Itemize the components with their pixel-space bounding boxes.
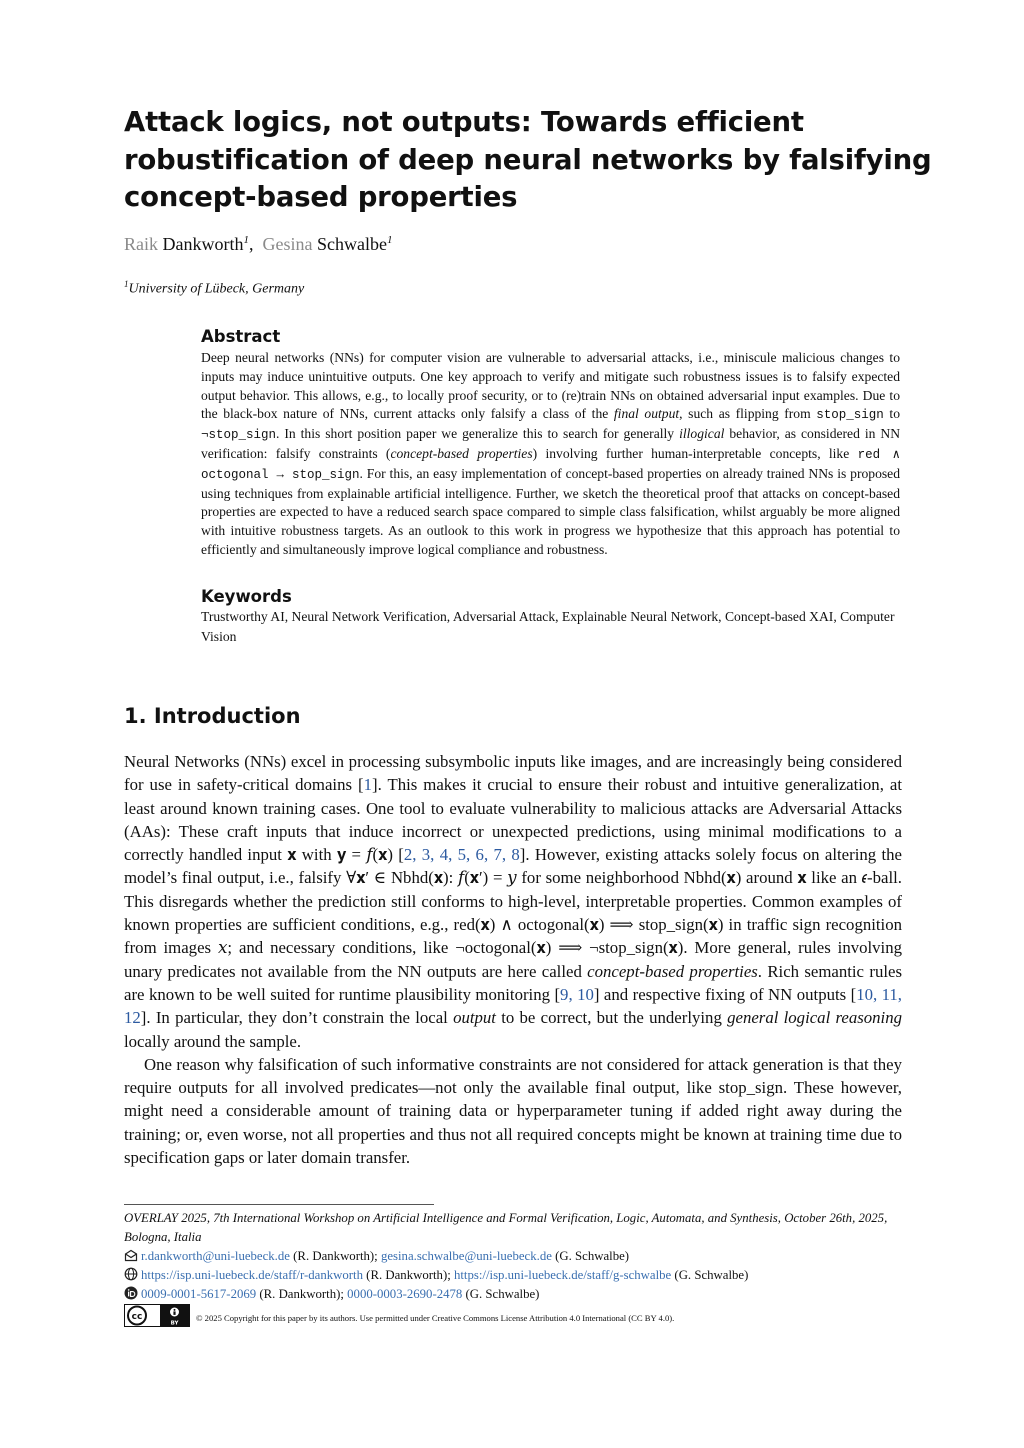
orcid-icon [124,1286,138,1306]
affiliation [124,279,304,298]
introduction-body [124,750,902,1169]
citation-link[interactable]: 1 [363,775,372,795]
footnote-urls: https://isp.uni-luebeck.de/staff/r-dankworth (R. Dankworth); https://isp.uni-luebeck.de/staff/g-schwalbe (G. Schwalbe) [124,1266,909,1287]
globe-icon [124,1267,138,1287]
footnote-emails: r.dankworth@uni-luebeck.de (R. Dankworth); gesina.schwalbe@uni-luebeck.de (G. Schwalbe) [124,1247,909,1268]
cc-badge-label: BY [170,1320,179,1327]
citation-link[interactable]: 10, 11, 12 [124,984,903,1028]
title-line-3: concept-based properties [124,181,518,213]
cc-by-badge [124,1304,190,1332]
orcid-link-schwalbe[interactable]: 0000-0003-2690-2478 [347,1287,463,1301]
author-2-given: Gesina [262,234,313,254]
author-1-given: Raik [124,234,158,254]
copyright-notice: © 2025 Copyright for this paper by its authors. Use permitted under Creative Commons License Attribution 4.0 International (CC BY 4.0). [196,1313,675,1323]
email-link-schwalbe[interactable]: gesina.schwalbe@uni-luebeck.de [380,1249,552,1263]
envelope-icon [124,1249,138,1268]
intro-paragraph-2: One reason why falsification of such informative constraints are not considered for attack generation is that they require outputs for all involved predicates—not only the available final output, like stop_sign. These however, might need a considerable amount of training data or hyperparameter tuning if added right away during the training; or, even worse, not all properties and thus not all required concepts might be known at training time due to specification gaps or later domain transfer. [124,1054,902,1168]
footnote-orcids: 0009-0001-5617-2069 (R. Dankworth); 0000-0003-2690-2478 (G. Schwalbe) [124,1285,909,1306]
paper-title [124,104,932,217]
affiliation-text: University of Lübeck, Germany [128,281,305,297]
title-line-1: Attack logics, not outputs: Towards efficient [124,106,804,138]
footnote-divider [124,1204,434,1205]
svg-text:cc: cc [131,1312,143,1322]
keywords-list: Trustworthy AI, Neural Network Verification, Adversarial Attack, Explainable Neural Network, Concept-based XAI, Computer Vision [201,609,895,644]
email-link-dankworth[interactable]: r.dankworth@uni-luebeck.de [141,1249,290,1263]
orcid-link-dankworth[interactable]: 0009-0001-5617-2069 [141,1287,257,1301]
author-1-family: Dankworth [162,234,244,254]
affiliation-mark: 1 [124,279,129,289]
homepage-link-schwalbe[interactable]: https://isp.uni-luebeck.de/staff/g-schwalbe [453,1268,672,1282]
homepage-link-dankworth[interactable]: https://isp.uni-luebeck.de/staff/r-dankworth [141,1268,363,1282]
keywords-heading: Keywords [201,587,292,606]
author-list: Raik Dankworth$^1$, Gesina Schwalbe$^1$ [124,234,393,254]
author-2-affil-mark: 1 [386,234,393,246]
citation-link[interactable]: 2, 3, 4, 5, 6, 7, 8 [403,845,520,865]
license-row [124,1304,674,1332]
author-1-affil-mark: 1 [243,234,249,246]
title-line-2: robustification of deep neural networks by falsifying [124,143,932,176]
section-heading-introduction: 1. Introduction [124,704,301,728]
footnote-venue: OVERLAY 2025, 7th International Workshop on Artificial Intelligence and Formal Verification, Logic, Automata, and Synthesis, October 26th, 2025, Bologna, Italia [124,1211,888,1244]
citation-link[interactable]: 9, 10 [560,984,594,1004]
author-2-family: Schwalbe [316,234,387,254]
intro-paragraph-1: Neural Networks (NNs) excel in processing subsymbolic inputs like images, and are increasingly being considered for use in safety-critical domains [1]. This makes it crucial to ensure their robust and intuitive generalization, at least around known training cases. One tool to evaluate vulnerability to malicious attacks are Adversarial Attacks (AAs): These craft inputs that induce incorrect or unexpected predictions, using minimal modifications to a correctly handled input 𝐱 with 𝐲 = 𝑓(𝐱) [2, 3, 4, 5, 6, 7, 8]. However, existing attacks solely focus on altering the model’s final output, i.e., falsify ∀𝐱′ ∈ Nbhd(𝐱): 𝑓(𝐱′) = 𝑦 for some neighborhood Nbhd(𝐱) around 𝐱 like an 𝜖-ball. This disregards whether the prediction still conforms to high-level, interpretable properties. Common examples of known properties are sufficient conditions, e.g., red(𝐱) ∧ octogonal(𝐱) ⟹ stop_sign(𝐱) in traffic sign recognition from images 𝑥; and necessary conditions, like ¬octogonal(𝐱) ⟹ ¬stop_sign(𝐱). More general, rules involving unary predicates not available from the NN outputs are here called concept-based properties. Rich semantic rules are known to be well suited for runtime plausibility monitoring [9, 10] and respective fixing of NN outputs [10, 11, 12]. In particular, they don’t constrain the local output to be correct, but the underlying general logical reasoning locally around the sample. [124,752,903,1051]
abstract-heading: Abstract [201,327,281,346]
abstract-body: Deep neural networks (NNs) for computer vision are vulnerable to adversarial attacks, i.e., miniscule malicious changes to inputs may induce unintuitive outputs. One key approach to verify and mitigate such robustness issues is to falsify expected output behavior. This allows, e.g., to locally proof security, or to (re)train NNs on obtained adversarial input examples. Due to the black-box nature of NNs, current attacks only falsify a class of the final output, such as flipping from stop_sign to ¬stop_sign. In this short position paper we generalize this to search for generally illogical behavior, as considered in NN verification: falsify constraints (concept-based properties) involving further human-interpretable concepts, like red ∧ octogonal → stop_sign. For this, an easy implementation of concept-based properties on already trained NNs is proposed using techniques from explainable artificial intelligence. Further, we sketch the theoretical proof that attacks on concept-based properties are expected to have a reduced search space compared to simple class falsification, whilst arguably be more aligned with intuitive robustness targets. As an outlook to this work in progress we hypothesize that this approach has potential to efficiently and simultaneously improve logical compliance and robustness. [201,350,901,557]
